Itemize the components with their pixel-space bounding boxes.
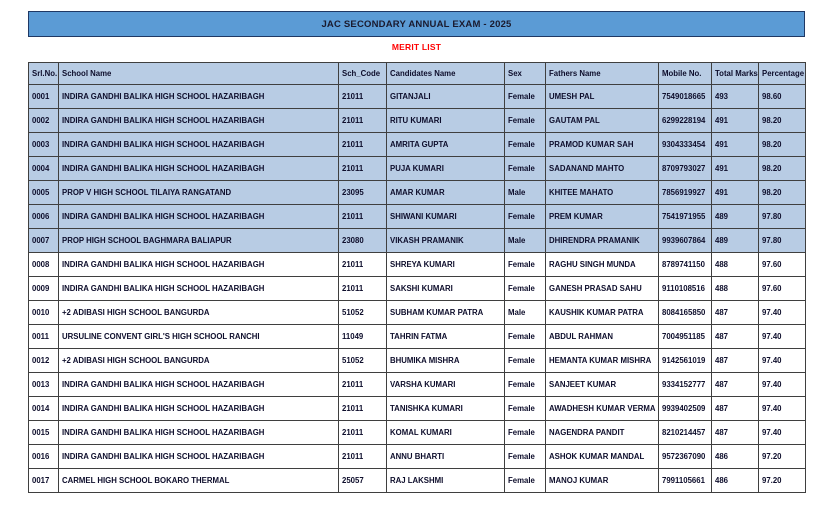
exam-title-banner [28,11,805,37]
cell-marks: 487 [712,373,759,397]
cell-mobile: 8709793027 [659,157,712,181]
cell-candidate: VIKASH PRAMANIK [387,229,505,253]
cell-mobile: 7856919927 [659,181,712,205]
cell-marks: 486 [712,445,759,469]
cell-marks: 493 [712,85,759,109]
cell-percentage: 98.20 [759,157,806,181]
cell-srl: 0016 [29,445,59,469]
cell-percentage: 98.20 [759,109,806,133]
cell-school: INDIRA GANDHI BALIKA HIGH SCHOOL HAZARIBAGH [59,133,339,157]
cell-candidate: RAJ LAKSHMI [387,469,505,493]
cell-srl: 0013 [29,373,59,397]
table-row[interactable] [29,181,806,205]
cell-sex: Female [505,205,546,229]
cell-school: INDIRA GANDHI BALIKA HIGH SCHOOL HAZARIBAGH [59,421,339,445]
merit-table-container [28,62,805,493]
merit-table-head [29,63,806,85]
cell-code: 21011 [339,85,387,109]
cell-candidate: AMRITA GUPTA [387,133,505,157]
cell-candidate: SHIWANI KUMARI [387,205,505,229]
cell-percentage: 97.40 [759,421,806,445]
cell-percentage: 97.40 [759,373,806,397]
cell-sex: Male [505,301,546,325]
cell-marks: 489 [712,205,759,229]
cell-candidate: RITU KUMARI [387,109,505,133]
cell-srl: 0011 [29,325,59,349]
cell-sex: Female [505,397,546,421]
cell-percentage: 97.80 [759,205,806,229]
cell-code: 11049 [339,325,387,349]
cell-mobile: 7549018665 [659,85,712,109]
cell-school: INDIRA GANDHI BALIKA HIGH SCHOOL HAZARIBAGH [59,253,339,277]
cell-mobile: 7991105661 [659,469,712,493]
table-row[interactable] [29,349,806,373]
table-row[interactable] [29,85,806,109]
cell-school: URSULINE CONVENT GIRL'S HIGH SCHOOL RANCHI [59,325,339,349]
cell-percentage: 97.60 [759,253,806,277]
cell-mobile: 7004951185 [659,325,712,349]
cell-mobile: 9572367090 [659,445,712,469]
cell-father: DHIRENDRA PRAMANIK [546,229,659,253]
cell-school: INDIRA GANDHI BALIKA HIGH SCHOOL HAZARIBAGH [59,157,339,181]
cell-father: GANESH PRASAD SAHU [546,277,659,301]
cell-father: SANJEET KUMAR [546,373,659,397]
cell-srl: 0014 [29,397,59,421]
cell-srl: 0017 [29,469,59,493]
cell-marks: 491 [712,181,759,205]
column-header-marks[interactable]: Total Marks [712,63,759,85]
cell-percentage: 98.20 [759,133,806,157]
cell-srl: 0006 [29,205,59,229]
cell-mobile: 8084165850 [659,301,712,325]
cell-srl: 0009 [29,277,59,301]
cell-percentage: 97.40 [759,325,806,349]
cell-sex: Female [505,109,546,133]
column-header-school[interactable]: School Name [59,63,339,85]
cell-code: 21011 [339,445,387,469]
cell-percentage: 97.40 [759,301,806,325]
column-header-srl[interactable]: Srl.No. [29,63,59,85]
cell-sex: Female [505,469,546,493]
cell-school: INDIRA GANDHI BALIKA HIGH SCHOOL HAZARIBAGH [59,397,339,421]
merit-list-subtitle: MERIT LIST [391,42,442,52]
table-row[interactable] [29,157,806,181]
cell-code: 21011 [339,205,387,229]
cell-candidate: PUJA KUMARI [387,157,505,181]
cell-school: INDIRA GANDHI BALIKA HIGH SCHOOL HAZARIBAGH [59,109,339,133]
cell-code: 21011 [339,109,387,133]
cell-percentage: 98.60 [759,85,806,109]
cell-sex: Female [505,445,546,469]
cell-father: RAGHU SINGH MUNDA [546,253,659,277]
cell-mobile: 6299228194 [659,109,712,133]
cell-sex: Female [505,373,546,397]
cell-percentage: 97.40 [759,349,806,373]
cell-candidate: KOMAL KUMARI [387,421,505,445]
cell-percentage: 98.20 [759,181,806,205]
cell-percentage: 97.20 [759,445,806,469]
cell-marks: 491 [712,157,759,181]
cell-marks: 486 [712,469,759,493]
cell-percentage: 97.60 [759,277,806,301]
cell-candidate: BHUMIKA MISHRA [387,349,505,373]
cell-mobile: 8789741150 [659,253,712,277]
cell-code: 23095 [339,181,387,205]
cell-code: 21011 [339,253,387,277]
cell-father: HEMANTA KUMAR MISHRA [546,349,659,373]
table-row[interactable] [29,229,806,253]
merit-table-body [29,85,806,493]
table-row[interactable] [29,445,806,469]
cell-father: KHITEE MAHATO [546,181,659,205]
table-row[interactable] [29,397,806,421]
cell-school: PROP V HIGH SCHOOL TILAIYA RANGATAND [59,181,339,205]
cell-candidate: AMAR KUMAR [387,181,505,205]
table-row[interactable] [29,133,806,157]
cell-candidate: SAKSHI KUMARI [387,277,505,301]
cell-mobile: 9939607864 [659,229,712,253]
cell-srl: 0007 [29,229,59,253]
cell-candidate: GITANJALI [387,85,505,109]
cell-sex: Female [505,133,546,157]
cell-mobile: 7541971955 [659,205,712,229]
cell-father: SADANAND MAHTO [546,157,659,181]
table-row[interactable] [29,325,806,349]
cell-candidate: VARSHA KUMARI [387,373,505,397]
cell-code: 21011 [339,373,387,397]
cell-school: INDIRA GANDHI BALIKA HIGH SCHOOL HAZARIBAGH [59,85,339,109]
cell-father: ABDUL RAHMAN [546,325,659,349]
cell-sex: Female [505,253,546,277]
cell-school: CARMEL HIGH SCHOOL BOKARO THERMAL [59,469,339,493]
table-row[interactable] [29,109,806,133]
cell-marks: 487 [712,421,759,445]
cell-sex: Female [505,325,546,349]
cell-code: 51052 [339,349,387,373]
cell-mobile: 9939402509 [659,397,712,421]
cell-sex: Female [505,421,546,445]
column-header-father[interactable]: Fathers Name [546,63,659,85]
cell-percentage: 97.80 [759,229,806,253]
cell-code: 51052 [339,301,387,325]
cell-srl: 0002 [29,109,59,133]
cell-code: 21011 [339,421,387,445]
cell-school: INDIRA GANDHI BALIKA HIGH SCHOOL HAZARIBAGH [59,277,339,301]
cell-father: KAUSHIK KUMAR PATRA [546,301,659,325]
cell-mobile: 9304333454 [659,133,712,157]
cell-father: MANOJ KUMAR [546,469,659,493]
cell-marks: 487 [712,349,759,373]
cell-candidate: SHREYA KUMARI [387,253,505,277]
table-row[interactable] [29,253,806,277]
cell-candidate: TAHRIN FATMA [387,325,505,349]
table-row[interactable] [29,205,806,229]
cell-srl: 0004 [29,157,59,181]
cell-sex: Female [505,85,546,109]
cell-sex: Female [505,349,546,373]
table-header-row [29,63,806,85]
table-row[interactable] [29,469,806,493]
merit-table [28,62,806,493]
cell-sex: Male [505,181,546,205]
cell-code: 21011 [339,397,387,421]
cell-school: +2 ADIBASI HIGH SCHOOL BANGURDA [59,349,339,373]
cell-sex: Female [505,277,546,301]
cell-percentage: 97.20 [759,469,806,493]
cell-school: INDIRA GANDHI BALIKA HIGH SCHOOL HAZARIBAGH [59,445,339,469]
cell-code: 21011 [339,133,387,157]
cell-marks: 491 [712,109,759,133]
cell-srl: 0010 [29,301,59,325]
cell-father: ASHOK KUMAR MANDAL [546,445,659,469]
cell-code: 21011 [339,277,387,301]
cell-code: 21011 [339,157,387,181]
column-header-percentage[interactable]: Percentage [759,63,806,85]
cell-father: PRAMOD KUMAR SAH [546,133,659,157]
cell-srl: 0001 [29,85,59,109]
cell-candidate: SUBHAM KUMAR PATRA [387,301,505,325]
cell-school: +2 ADIBASI HIGH SCHOOL BANGURDA [59,301,339,325]
cell-srl: 0003 [29,133,59,157]
column-header-sex[interactable]: Sex [505,63,546,85]
cell-father: AWADHESH KUMAR VERMA [546,397,659,421]
cell-code: 25057 [339,469,387,493]
cell-sex: Female [505,157,546,181]
cell-candidate: ANNU BHARTI [387,445,505,469]
cell-school: INDIRA GANDHI BALIKA HIGH SCHOOL HAZARIBAGH [59,373,339,397]
cell-marks: 488 [712,253,759,277]
cell-father: GAUTAM PAL [546,109,659,133]
cell-mobile: 9110108516 [659,277,712,301]
cell-marks: 489 [712,229,759,253]
cell-marks: 491 [712,133,759,157]
cell-mobile: 9142561019 [659,349,712,373]
cell-srl: 0005 [29,181,59,205]
cell-school: PROP HIGH SCHOOL BAGHMARA BALIAPUR [59,229,339,253]
table-row[interactable] [29,277,806,301]
column-header-mobile[interactable]: Mobile No. [659,63,712,85]
cell-marks: 487 [712,301,759,325]
cell-srl: 0015 [29,421,59,445]
table-row[interactable] [29,373,806,397]
cell-srl: 0012 [29,349,59,373]
cell-school: INDIRA GANDHI BALIKA HIGH SCHOOL HAZARIBAGH [59,205,339,229]
cell-father: NAGENDRA PANDIT [546,421,659,445]
cell-candidate: TANISHKA KUMARI [387,397,505,421]
column-header-candidate[interactable]: Candidates Name [387,63,505,85]
cell-marks: 487 [712,397,759,421]
cell-srl: 0008 [29,253,59,277]
cell-father: PREM KUMAR [546,205,659,229]
table-row[interactable] [29,421,806,445]
cell-marks: 488 [712,277,759,301]
cell-code: 23080 [339,229,387,253]
table-row[interactable] [29,301,806,325]
cell-mobile: 9334152777 [659,373,712,397]
cell-sex: Male [505,229,546,253]
cell-percentage: 97.40 [759,397,806,421]
exam-title-text: JAC SECONDARY ANNUAL EXAM - 2025 [321,18,512,30]
cell-father: UMESH PAL [546,85,659,109]
column-header-code[interactable]: Sch_Code [339,63,387,85]
cell-marks: 487 [712,325,759,349]
cell-mobile: 8210214457 [659,421,712,445]
